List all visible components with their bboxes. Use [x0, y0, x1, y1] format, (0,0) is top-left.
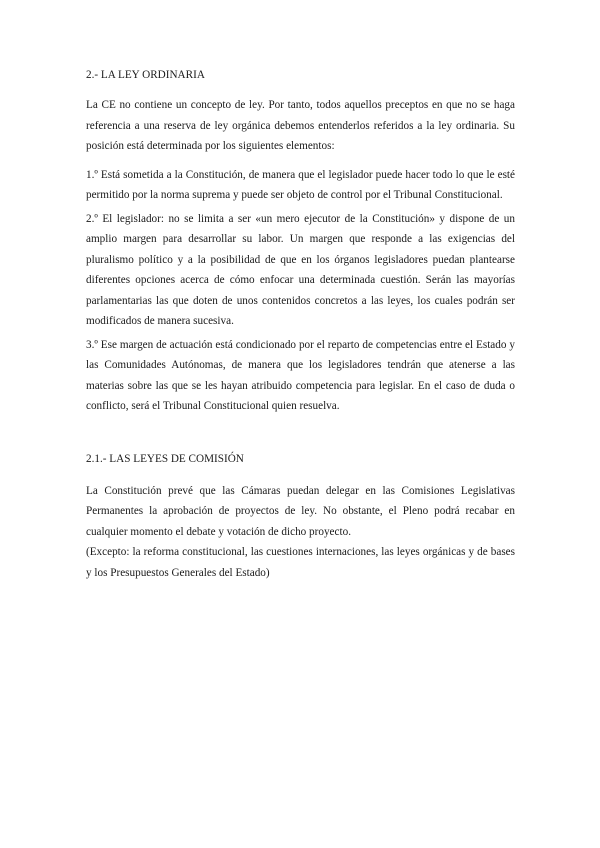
paragraph-excepto: (Excepto: la reforma constitucional, las cuestiones internaciones, las leyes orgánicas y de bases y los Presupuestos Generales del Estado)	[86, 546, 515, 579]
paragraph-comision: La Constitución prevé que las Cámaras puedan delegar en las Comisiones Legislativas Permanentes la aprobación de proyectos de ley. No obstante, el Pleno podrá recabar en cualquier momento el debate y votación de dicho proyecto.	[86, 484, 515, 538]
paragraph-point-1: 1.º Está sometida a la Constitución, de manera que el legislador puede hacer todo lo que le esté permitido por la norma suprema y puede ser objeto de control por el Tribunal Constitucional.	[86, 168, 515, 201]
paragraph-point-3: 3.º Ese margen de actuación está condicionado por el reparto de competencias entre el Estado y las Comunidades Autónomas, de manera que los legisladores tendrán que atenerse a las materias sobre las que se les hayan atribuido competencia para legislar. En el caso de duda o conflicto, será el Tribunal Constitucional quien resuelva.	[86, 338, 515, 412]
document-page	[86, 62, 515, 583]
paragraph-point-2: 2.º El legislador: no se limita a ser «un mero ejecutor de la Constitución» y dispone de un amplio margen para desarrollar su labor. Un margen que responde a las exigencias del pluralismo político y a la posibilidad de que en los órganos legisladores puedan plantearse diferentes opciones acerca de cómo enfocar una determinada cuestión. Serán las mayorías parlamentarias las que doten de unos contenidos concretos a las leyes, los cuales podrán ser modificados de manera sucesiva.	[86, 212, 515, 327]
paragraph-intro: La CE no contiene un concepto de ley. Por tanto, todos aquellos preceptos en que no se haga referencia a una reserva de ley orgánica debemos entenderlos referidos a la ley ordinaria. Su posición está determinada por los siguientes elementos:	[86, 99, 515, 152]
section-heading-leyes-de-comision: 2.1.- LAS LEYES DE COMISIÓN	[86, 452, 244, 465]
section-heading-ley-ordinaria: 2.- LA LEY ORDINARIA	[86, 69, 205, 81]
